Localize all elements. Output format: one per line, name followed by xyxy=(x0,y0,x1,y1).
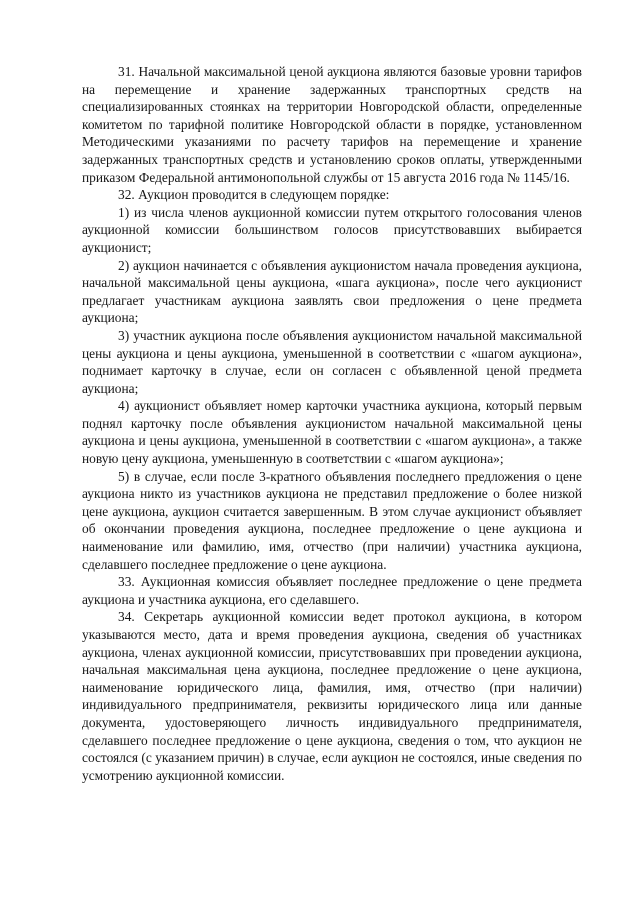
paragraph-32-item-3: 3) участник аукциона после объявления аукционистом начальной максимальной цены аукциона и цены аукциона, уменьшенной в соответствии с «шагом аукциона», поднимает карточку в случае, если он согласен с объявленной ценой предмета аукциона; xyxy=(82,327,582,396)
paragraph-32-item-2: 2) аукцион начинается с объявления аукционистом начала проведения аукциона, начальной максимальной цены аукциона, «шага аукциона», после чего аукционист предлагает участникам аукциона заявлять свои предложения о цене предмета аукциона; xyxy=(82,257,582,326)
paragraph-32-item-5: 5) в случае, если после 3-кратного объявления последнего предложения о цене аукциона никто из участников аукциона не представил предложение о более низкой цене аукциона, аукцион считается завершенным. В этом случае аукционист объявляет об окончании проведения аукциона, последнее предложение о цене аукциона и наименование или фамилию, имя, отчество (при наличии) участника аукциона, сделавшего последнее предложение о цене аукциона. xyxy=(82,468,582,572)
paragraph-34: 34. Секретарь аукционной комиссии ведет протокол аукциона, в котором указываются место, дата и время проведения аукциона, сведения об участниках аукциона, членах аукционной комиссии, присутствовавших при проведении аукциона, начальная максимальная цена аукциона, последнее предложение о цене аукциона, наименование юридического лица, фамилия, имя, отчество (при наличии) индивидуального предпринимателя, реквизиты юридического лица или данные документа, удостоверяющего личность индивидуального предпринимателя, сделавшего последнее предложение о цене аукциона, сведения о том, что аукцион не состоялся (с указанием причин) в случае, если аукцион не состоялся, иные сведения по усмотрению аукционной комиссии. xyxy=(82,609,582,783)
paragraph-31: 31. Начальной максимальной ценой аукциона являются базовые уровни тарифов на перемещение и хранение задержанных транспортных средств на специализированных стоянках на территории Новгородской области, определенные комитетом по тарифной политике Новгородской области в порядке, установленном Методическими указаниями по расчету тарифов на перемещение и хранение задержанных транспортных средств и установлению сроков оплаты, утвержденными приказом Федеральной антимонопольной службы от 15 августа 2016 года № 1145/16. xyxy=(82,64,582,185)
paragraph-32-item-4: 4) аукционист объявляет номер карточки участника аукциона, который первым поднял карточку после объявления аукционистом начальной максимальной цены аукциона и цены аукциона, уменьшенной в соответствии с «шагом аукциона», а также новую цену аукциона, уменьшенную в соответствии с «шагом аукциона»; xyxy=(82,398,582,467)
document-body xyxy=(82,63,582,784)
paragraph-32: 32. Аукцион проводится в следующем порядке: xyxy=(118,187,390,203)
paragraph-33: 33. Аукционная комиссия объявляет последнее предложение о цене предмета аукциона и участника аукциона, его сделавшего. xyxy=(82,574,582,607)
paragraph-32-item-1: 1) из числа членов аукционной комиссии путем открытого голосования членов аукционной комиссии большинством голосов присутствовавших выбирается аукционист; xyxy=(82,204,582,255)
